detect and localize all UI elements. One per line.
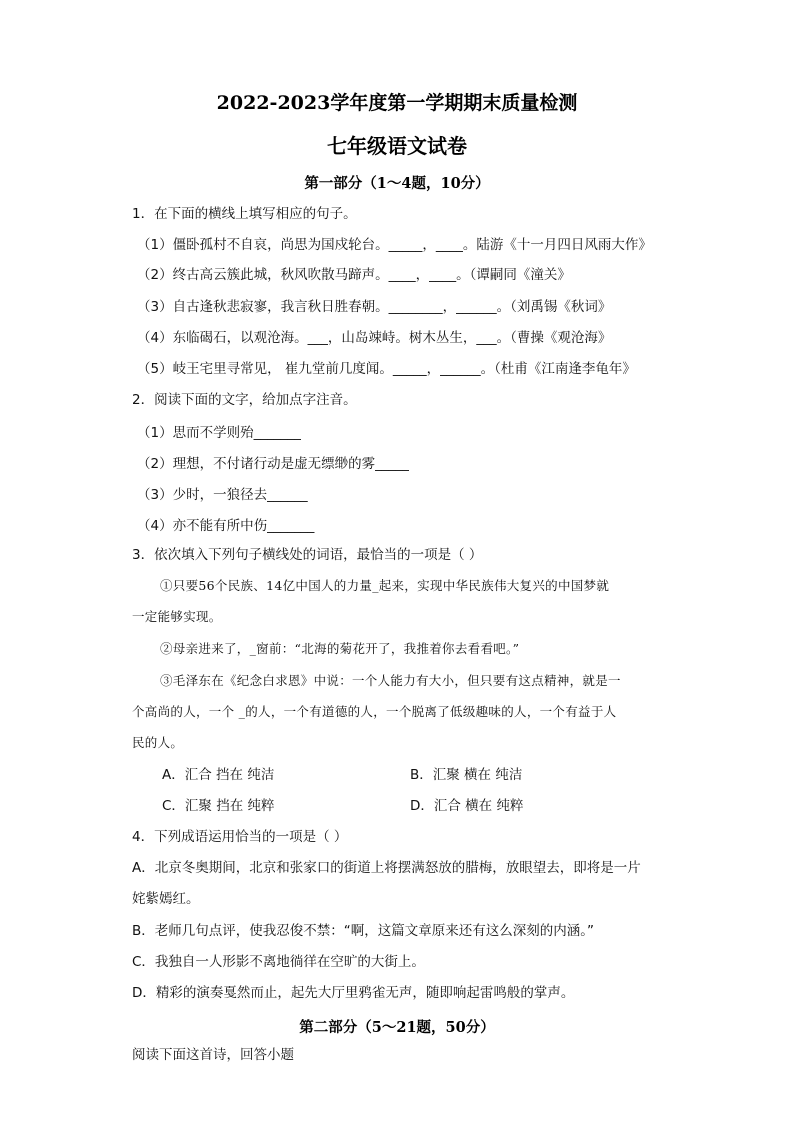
- q3-sentence-3: ③毛泽东在《纪念白求恩》中说：一个人能力有大小，但只要有这点精神，就是一: [160, 673, 621, 688]
- q4-option-b: B．老师几句点评，使我忍俊不禁：“啊，这篇文章原来还有这么深刻的内涵。”: [132, 923, 594, 939]
- q4-option-d: D．精彩的演奏戛然而止，起先大厅里鸦雀无声，随即响起雷鸣般的掌声。: [132, 985, 575, 1001]
- q1-item-2: （2）终古高云簇此城，秋风吹散马蹄声。____，____。（谭嗣同《潼关》: [137, 267, 571, 283]
- part2-heading: 第二部分（5～21题，50分）: [299, 1019, 495, 1036]
- q3-sentence-1-cont: 一定能够实现。: [132, 609, 222, 624]
- q4-option-a: A．北京冬奥期间，北京和张家口的街道上将摆满怒放的腊梅，放眼望去，即将是一片: [132, 860, 641, 876]
- q2-stem: 2．阅读下面的文字，给加点字注音。: [132, 392, 357, 408]
- exam-subtitle: 七年级语文试卷: [327, 134, 467, 158]
- q3-sentence-3-cont: 个高尚的人，一个 _的人，一个有道德的人，一个脱离了低级趣味的人，一个有益于人: [132, 704, 617, 719]
- q2-item-4: （4）亦不能有所中伤_______: [137, 518, 315, 534]
- q3-sentence-2: ②母亲进来了，_窗前：“北海的菊花开了，我推着你去看看吧。”: [160, 641, 520, 656]
- q4-option-c: C．我独自一人形影不离地徜徉在空旷的大街上。: [132, 954, 425, 970]
- q1-item-3: （3）自古逢秋悲寂寥，我言秋日胜春朝。________，______。（刘禹锡《秋词》: [137, 299, 612, 315]
- q3-option-a: A．汇合 挡在 纯洁: [162, 767, 275, 783]
- q2-item-2: （2）理想，不付诸行动是虚无缥缈的雾_____: [137, 456, 409, 472]
- q1-item-4: （4）东临碣石，以观沧海。___，山岛竦峙。树木丛生，___。（曹操《观沧海》: [137, 330, 612, 346]
- part2-intro: 阅读下面这首诗，回答小题: [132, 1047, 294, 1063]
- q1-item-1: （1）僵卧孤村不自哀，尚思为国戍轮台。_____，____。陆游《十一月四日风雨大作》: [137, 237, 652, 253]
- q3-option-b: B．汇聚 横在 纯洁: [410, 767, 523, 783]
- q3-stem: 3．依次填入下列句子横线处的词语，最恰当的一项是（ ）: [132, 547, 483, 563]
- q4-stem: 4．下列成语运用恰当的一项是（ ）: [132, 829, 348, 845]
- q2-item-3: （3）少时，一狼径去______: [137, 487, 308, 503]
- q1-item-5: （5）岐王宅里寻常见， 崔九堂前几度闻。_____，______。（杜甫《江南逢李龟年》: [137, 361, 636, 377]
- q3-sentence-3-end: 民的人。: [132, 735, 184, 750]
- part1-heading: 第一部分（1～4题，10分）: [304, 175, 490, 192]
- exam-title: 2022-2023学年度第一学期期末质量检测: [216, 92, 578, 114]
- q3-option-d: D．汇合 横在 纯粹: [410, 798, 524, 814]
- q4-option-a-cont: 姹紫嫣红。: [132, 891, 200, 907]
- q3-sentence-1: ①只要56个民族、14亿中国人的力量_起来，实现中华民族伟大复兴的中国梦就: [160, 578, 610, 593]
- q1-stem: 1．在下面的横线上填写相应的句子。: [132, 206, 357, 222]
- q3-option-c: C．汇聚 挡在 纯粹: [162, 798, 275, 814]
- q2-item-1: （1）思而不学则殆_______: [137, 425, 301, 441]
